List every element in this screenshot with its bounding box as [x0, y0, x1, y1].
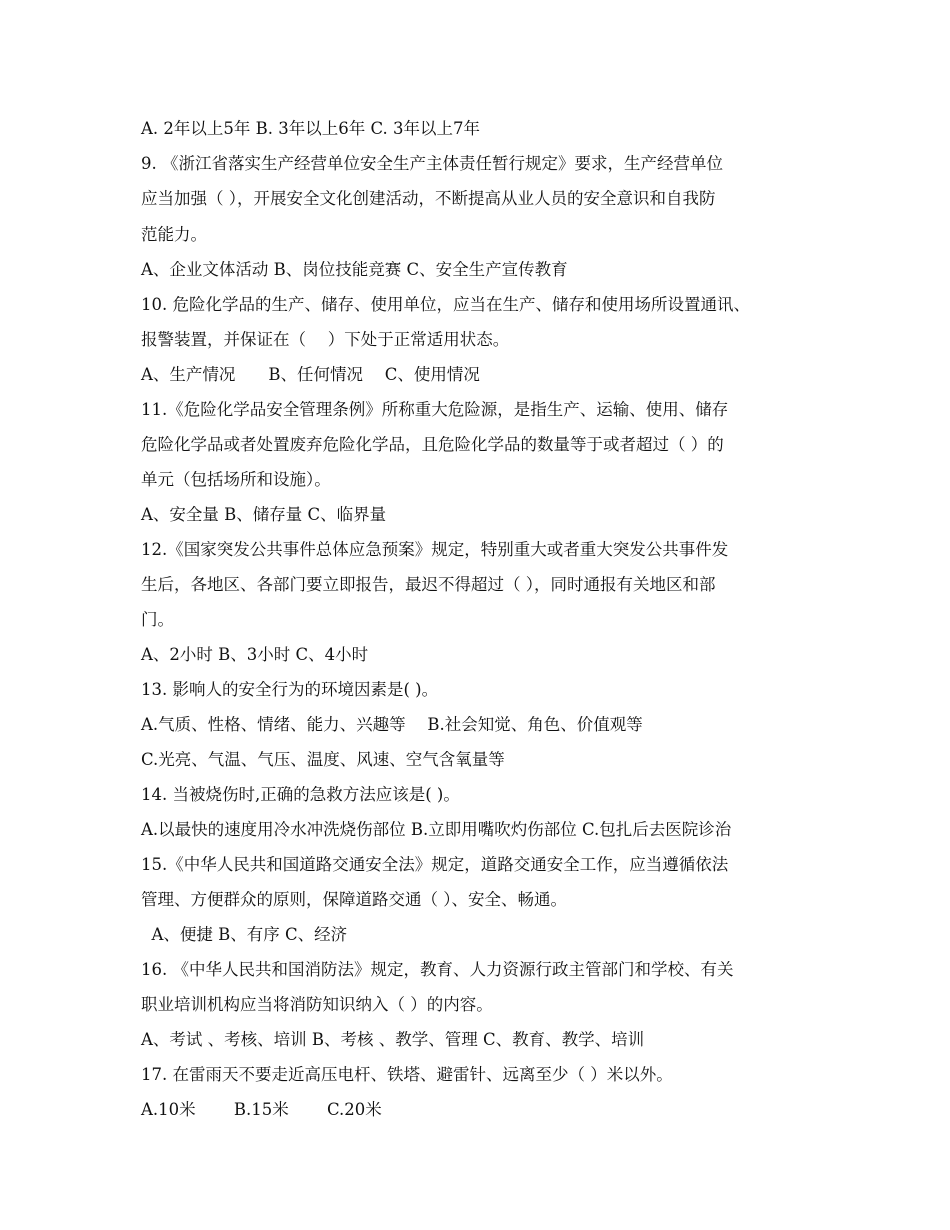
question-11-line-2: 危险化学品或者处置废弃危险化学品，且危险化学品的数量等于或者超过（ ）的	[141, 435, 724, 454]
question-16-line-2: 职业培训机构应当将消防知识纳入（ ）的内容。	[141, 995, 493, 1014]
question-14: 14. 当被烧伤时,正确的急救方法应该是( )。	[141, 785, 460, 804]
question-12-line-3: 门。	[141, 610, 174, 629]
answer-options-q8: A. 2年以上5年 B. 3年以上6年 C. 3年以上7年	[141, 119, 481, 138]
answer-options-q9: A、企业文体活动 B、岗位技能竞赛 C、安全生产宣传教育	[141, 260, 568, 279]
question-12-line-2: 生后，各地区、各部门要立即报告，最迟不得超过（ ），同时通报有关地区和部	[141, 575, 716, 594]
question-15-line-1: 15.《中华人民共和国道路交通安全法》规定，道路交通安全工作，应当遵循依法	[141, 855, 729, 874]
answer-options-q15: A、便捷 B、有序 C、经济	[141, 925, 348, 944]
answer-options-q11: A、安全量 B、储存量 C、临界量	[141, 505, 387, 524]
question-9-line-2: 应当加强（ ），开展安全文化创建活动，不断提高从业人员的安全意识和自我防	[141, 189, 716, 208]
question-15-line-2: 管理、方便群众的原则，保障道路交通（ ）、安全、畅通。	[141, 890, 567, 909]
answer-options-q17: A.10米 B.15米 C.20米	[141, 1100, 382, 1119]
question-9-line-1: 9. 《浙江省落实生产经营单位安全生产主体责任暂行规定》要求，生产经营单位	[141, 154, 723, 173]
question-9-line-3: 范能力。	[141, 225, 207, 244]
answer-options-q16: A、考试 、考核、培训 B、考核 、教学、管理 C、教育、教学、培训	[141, 1030, 645, 1049]
question-11-line-1: 11.《危险化学品安全管理条例》所称重大危险源，是指生产、运输、使用、储存	[141, 400, 729, 419]
question-10-line-1: 10. 危险化学品的生产、储存、使用单位，应当在生产、储存和使用场所设置通讯、	[141, 295, 750, 314]
answer-options-q12: A、2小时 B、3小时 C、4小时	[141, 645, 369, 664]
question-17: 17. 在雷雨天不要走近高压电杆、铁塔、避雷针、远离至少（ ）米以外。	[141, 1065, 673, 1084]
question-10-line-2: 报警装置，并保证在（ ）下处于正常适用状态。	[141, 330, 510, 349]
answer-options-q14: A.以最快的速度用冷水冲洗烧伤部位 B.立即用嘴吹灼伤部位 C.包扎后去医院诊治	[141, 820, 732, 839]
answer-options-q13-line-1: A.气质、性格、情绪、能力、兴趣等 B.社会知觉、角色、价值观等	[141, 715, 643, 734]
question-16-line-1: 16. 《中华人民共和国消防法》规定，教育、人力资源行政主管部门和学校、有关	[141, 960, 734, 979]
question-13: 13. 影响人的安全行为的环境因素是( )。	[141, 680, 439, 699]
question-12-line-1: 12.《国家突发公共事件总体应急预案》规定，特别重大或者重大突发公共事件发	[141, 540, 729, 559]
answer-options-q10: A、生产情况 B、任何情况 C、使用情况	[141, 365, 480, 384]
question-11-line-3: 单元（包括场所和设施）。	[141, 470, 331, 489]
answer-options-q13-line-2: C.光亮、气温、气压、温度、风速、空气含氧量等	[141, 750, 505, 769]
